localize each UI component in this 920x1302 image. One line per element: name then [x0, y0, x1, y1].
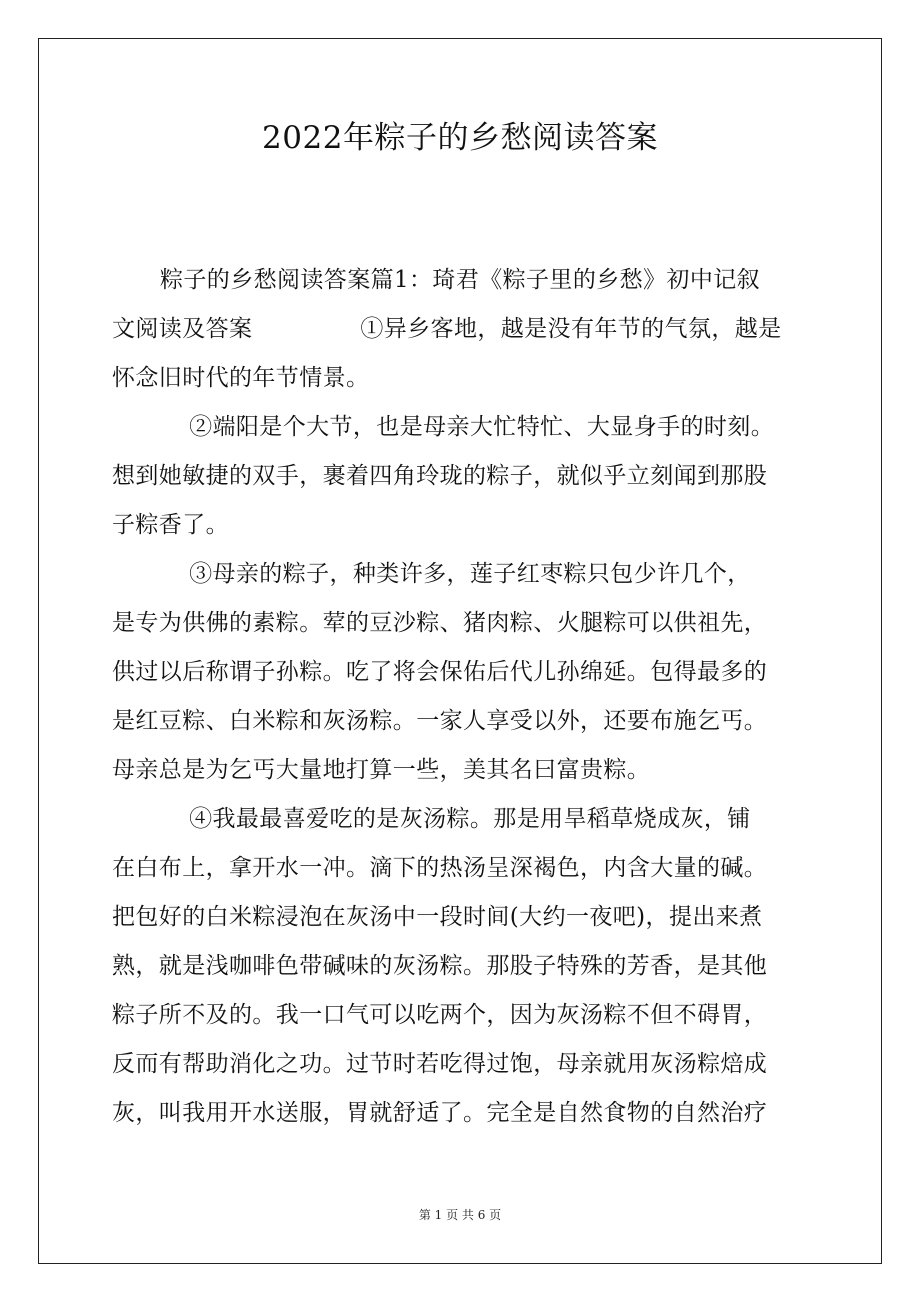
- body-line: ③母亲的粽子，种类许多，莲子红枣粽只包少许几个，: [112, 561, 751, 587]
- body-line: ④我最最喜爱吃的是灰汤粽。那是用旱稻草烧成灰，铺: [112, 806, 751, 832]
- body-line: 熟，就是浅咖啡色带碱味的灰汤粽。那股子特殊的芳香，是其他: [112, 953, 768, 979]
- document-title: 2022年粽子的乡愁阅读答案: [262, 120, 658, 156]
- body-line: 反而有帮助消化之功。过节时若吃得过饱，母亲就用灰汤粽焙成: [112, 1051, 768, 1077]
- body-line: 把包好的白米粽浸泡在灰汤中一段时间(大约一夜吧)，提出来煮: [112, 904, 763, 930]
- body-line: 在白布上，拿开水一冲。滴下的热汤呈深褐色，内含大量的碱。: [112, 855, 768, 881]
- body-line: 是红豆粽、白米粽和灰汤粽。一家人享受以外，还要布施乞丐。: [112, 708, 768, 734]
- body-line: 子粽香了。: [112, 512, 229, 538]
- body-line: 灰，叫我用开水送服，胃就舒适了。完全是自然食物的自然治疗: [112, 1100, 768, 1126]
- body-line: 想到她敏捷的双手，裹着四角玲珑的粽子，就似乎立刻闻到那股: [112, 463, 768, 489]
- body-line: 母亲总是为乞丐大量地打算一些，美其名曰富贵粽。: [112, 757, 651, 783]
- body-line: 怀念旧时代的年节情景。: [112, 365, 370, 391]
- body-line: ②端阳是个大节，也是母亲大忙特忙、大显身手的时刻。: [112, 414, 775, 440]
- body-line: 是专为供佛的素粽。荤的豆沙粽、猪肉粽、火腿粽可以供祖先，: [112, 610, 768, 636]
- body-line: 文阅读及答案 ①异乡客地，越是没有年节的气氛，越是: [112, 316, 782, 342]
- body-line: 供过以后称谓子孙粽。吃了将会保佑后代儿孙绵延。包得最多的: [112, 659, 768, 685]
- body-line: 粽子所不及的。我一口气可以吃两个，因为灰汤粽不但不碍胃，: [112, 1002, 768, 1028]
- page-number: 第 1 页 共 6 页: [418, 1208, 502, 1222]
- body-line: 粽子的乡愁阅读答案篇1：琦君《粽子里的乡愁》初中记叙: [160, 267, 761, 293]
